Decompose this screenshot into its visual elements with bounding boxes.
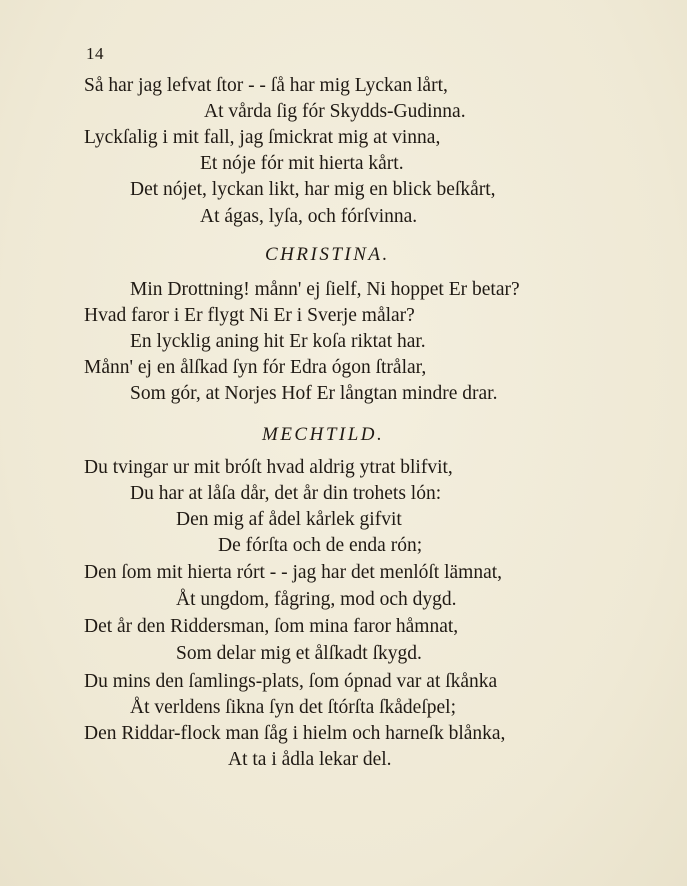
verse-line: De fórſta och de enda rón; xyxy=(218,535,423,556)
speaker-name-mechtild: MECHTILD. xyxy=(262,424,385,445)
verse-line: Så har jag lefvat ſtor - - ſå har mig Lyckan lårt, xyxy=(84,75,448,96)
verse-line: Min Drottning! månn' ej ſielf, Ni hoppet Er betar? xyxy=(130,279,520,300)
verse-line: Månn' ej en ålſkad ſyn fór Edra ógon ſtrålar, xyxy=(84,357,427,378)
verse-line: Du har at låſa dår, det år din trohets lón: xyxy=(130,483,442,504)
verse-line: Den Riddar-flock man ſåg i hielm och harneſk blånka, xyxy=(84,723,506,744)
verse-line: Det år den Riddersman, ſom mina faror håmnat, xyxy=(84,616,459,637)
verse-line: Som delar mig et ålſkadt ſkygd. xyxy=(176,643,422,664)
verse-line: At ta i ådla lekar del. xyxy=(228,749,392,770)
verse-line: Et nóje fór mit hierta kårt. xyxy=(200,153,404,174)
page-number: 14 xyxy=(86,44,104,63)
verse-line: Som gór, at Norjes Hof Er långtan mindre drar. xyxy=(130,383,498,404)
verse-line: Lyckſalig i mit fall, jag ſmickrat mig at vinna, xyxy=(84,127,441,148)
verse-line: Du mins den ſamlings-plats, ſom ópnad var at ſkånka xyxy=(84,671,498,692)
verse-line: Den mig af ådel kårlek gifvit xyxy=(176,509,402,530)
verse-line: Åt ungdom, fågring, mod och dygd. xyxy=(176,589,457,610)
verse-line: En lycklig aning hit Er koſa riktat har. xyxy=(130,331,426,352)
verse-line: Den ſom mit hierta rórt - - jag har det menlóſt lämnat, xyxy=(84,562,503,583)
verse-line: Du tvingar ur mit bróſt hvad aldrig ytrat blifvit, xyxy=(84,457,453,478)
speaker-name-christina: CHRISTINA. xyxy=(265,244,390,265)
verse-line: Hvad faror i Er flygt Ni Er i Sverje målar? xyxy=(84,305,415,326)
verse-line: Åt verldens ſikna ſyn det ſtórſta ſkådeſpel; xyxy=(130,697,456,718)
verse-line: At vårda ſig fór Skydds-Gudinna. xyxy=(204,101,466,122)
verse-line: Det nójet, lyckan likt, har mig en blick beſkårt, xyxy=(130,179,496,200)
verse-line: At ágas, lyſa, och fórſvinna. xyxy=(200,206,418,227)
